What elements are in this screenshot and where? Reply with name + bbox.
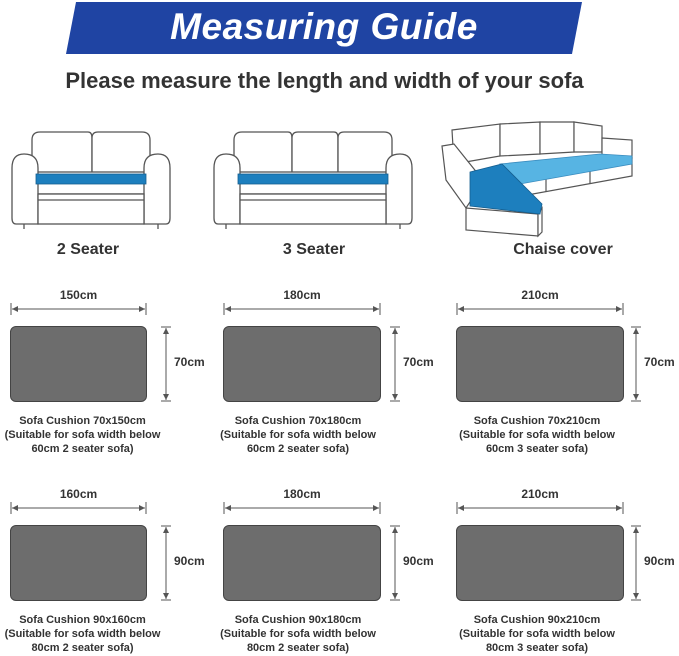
width-label: 160cm <box>59 487 98 501</box>
height-label: 90cm <box>403 554 434 568</box>
height-label: 90cm <box>174 554 205 568</box>
caption-line: 80cm 3 seater sofa) <box>485 642 589 654</box>
width-dimension <box>10 487 147 515</box>
height-dimension <box>389 525 449 601</box>
two-seater-sofa-illustration <box>8 128 174 232</box>
height-arrow <box>160 326 172 402</box>
cushion-caption <box>451 414 623 456</box>
caption-line: (Suitable for sofa width below <box>459 429 615 441</box>
caption-line: Sofa Cushion 90x160cm <box>19 614 146 626</box>
width-arrow <box>456 302 624 316</box>
subtitle: Please measure the length and width of your sofa <box>65 68 584 93</box>
width-label: 180cm <box>283 487 321 501</box>
caption-line: Sofa Cushion 90x210cm <box>473 614 601 626</box>
height-arrow <box>389 326 401 402</box>
title-banner <box>66 2 582 54</box>
caption-line: Sofa Cushion 70x150cm <box>19 415 146 427</box>
height-arrow <box>160 525 172 601</box>
height-label: 90cm <box>644 554 675 568</box>
width-dimension <box>223 487 381 515</box>
cushion-shape <box>10 326 147 402</box>
height-dimension <box>630 326 679 402</box>
caption-line: Sofa Cushion 70x210cm <box>473 415 601 427</box>
sofa-label-3-seater: 3 Seater <box>282 241 346 258</box>
height-dimension <box>160 525 220 601</box>
caption-line: 80cm 2 seater sofa) <box>31 642 134 654</box>
width-arrow <box>10 302 147 316</box>
height-label: 70cm <box>174 355 205 369</box>
height-label: 70cm <box>644 355 675 369</box>
width-label: 210cm <box>521 487 559 501</box>
height-label: 70cm <box>403 355 434 369</box>
cushion-shape <box>456 326 624 402</box>
cushion-caption <box>0 613 165 655</box>
cushion-caption <box>212 414 384 456</box>
cushion-shape <box>10 525 147 601</box>
caption-line: 60cm 2 seater sofa) <box>246 443 350 455</box>
caption-line: 80cm 2 seater sofa) <box>246 642 350 654</box>
sofa-label-2-seater: 2 Seater <box>56 241 120 258</box>
width-arrow <box>223 501 381 515</box>
width-label: 180cm <box>283 288 321 302</box>
cushion-caption <box>0 414 165 456</box>
width-arrow <box>456 501 624 515</box>
cushion-shape <box>223 326 381 402</box>
height-arrow <box>389 525 401 601</box>
width-dimension <box>456 288 624 316</box>
chaise-sofa-illustration <box>440 120 640 238</box>
width-arrow <box>223 302 381 316</box>
caption-line: (Suitable for sofa width below <box>4 429 161 441</box>
cushion-shape <box>456 525 624 601</box>
width-dimension <box>456 487 624 515</box>
height-arrow <box>630 326 642 402</box>
height-dimension <box>630 525 679 601</box>
cushion-shape <box>223 525 381 601</box>
width-dimension <box>10 288 147 316</box>
caption-line: (Suitable for sofa width below <box>220 628 376 640</box>
page-title: Measuring Guide <box>170 6 478 47</box>
sofa-label-chaise: Chaise cover <box>513 241 613 258</box>
cushion-caption <box>212 613 384 655</box>
width-arrow <box>10 501 147 515</box>
caption-line: 60cm 2 seater sofa) <box>31 443 134 455</box>
width-dimension <box>223 288 381 316</box>
height-arrow <box>630 525 642 601</box>
caption-line: Sofa Cushion 90x180cm <box>234 614 362 626</box>
caption-line: (Suitable for sofa width below <box>220 429 376 441</box>
three-seater-sofa-illustration <box>210 128 416 232</box>
width-label: 150cm <box>59 288 98 302</box>
height-dimension <box>389 326 449 402</box>
width-label: 210cm <box>521 288 559 302</box>
caption-line: (Suitable for sofa width below <box>4 628 161 640</box>
height-dimension <box>160 326 220 402</box>
caption-line: (Suitable for sofa width below <box>459 628 615 640</box>
caption-line: 60cm 3 seater sofa) <box>485 443 589 455</box>
caption-line: Sofa Cushion 70x180cm <box>234 415 362 427</box>
cushion-caption <box>451 613 623 655</box>
